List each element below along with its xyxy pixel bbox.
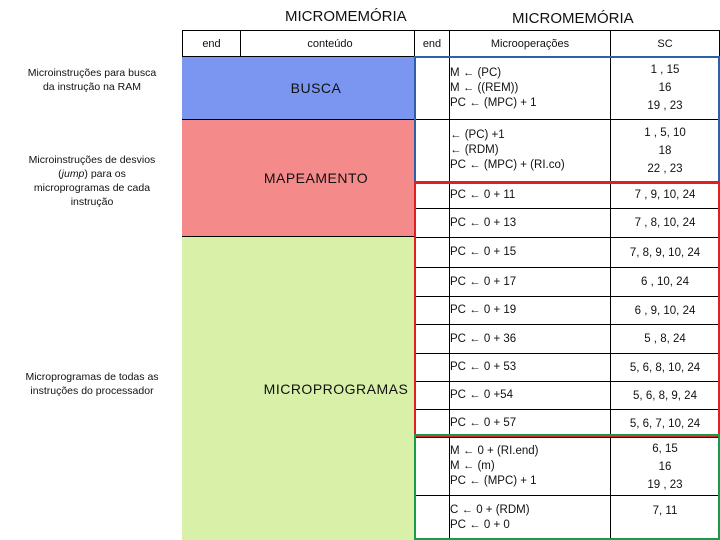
- control-signals-line: 6 , 9, 10, 24: [634, 304, 696, 317]
- end-column-header: end: [415, 31, 449, 56]
- control-signals-line: 5, 6, 7, 10, 24: [629, 417, 701, 430]
- control-signals-cell: [611, 268, 719, 296]
- microoperation-cell: [450, 268, 610, 296]
- control-signals-line: 5 , 8, 24: [644, 333, 686, 345]
- microoperation-line: PC ← (MPC) + (RI.co): [450, 159, 565, 171]
- address-cell: [415, 496, 449, 540]
- control-signals-line: 6 , 10, 24: [641, 276, 689, 288]
- control-signals-line: 1 , 15: [650, 64, 680, 76]
- control-signals-cell: [611, 354, 719, 381]
- description-mapeamento: Microinstruções de desvios (jump) para os microprogramas de cada instrução: [28, 154, 156, 208]
- microoperation-line: M ← ((REM)): [450, 81, 519, 94]
- microoperation-cell: [450, 325, 610, 353]
- region-busca: BUSCA: [182, 57, 420, 119]
- microoperation-line: PC ← 0 + 11: [450, 188, 516, 201]
- microoperation-line: M ← (m): [450, 460, 495, 472]
- region-microprogramas: MICROPROGRAMAS: [182, 237, 420, 540]
- microoperation-line: M ← 0 + (RI.end): [450, 445, 539, 457]
- microoperations-table: [414, 30, 720, 540]
- control-signals-line: 1 , 5, 10: [644, 126, 686, 139]
- microoperation-line: PC ← 0 + 13: [450, 216, 517, 229]
- control-signals-line: 6, 15: [652, 442, 678, 455]
- address-cell: [415, 438, 449, 495]
- microoperation-line: M ← (PC): [450, 66, 502, 79]
- microoperation-cell: [450, 57, 610, 119]
- microoperation-cell: [450, 238, 610, 267]
- address-cell: [415, 57, 449, 119]
- control-signals-line: 22 , 23: [647, 162, 683, 175]
- control-signals-cell: [611, 297, 719, 324]
- description-microprogramas: Microprogramas de todas as instruções do processador: [25, 371, 159, 397]
- control-signals-cell: [611, 410, 719, 437]
- microoperation-cell: [450, 297, 610, 324]
- microoperation-line: PC ← 0 + 17: [450, 275, 517, 288]
- description-busca: Microinstruções para busca da instrução na RAM: [27, 67, 157, 93]
- microoperation-line: PC ← 0 + 19: [450, 304, 517, 316]
- control-signals-cell: [611, 182, 719, 208]
- control-signals-line: 18: [658, 144, 672, 157]
- microoperation-line: PC ← (MPC) + 1: [450, 96, 537, 109]
- microoperation-cell: [450, 182, 610, 208]
- micromemory-left-block: [182, 30, 420, 540]
- microoperation-line: C ← 0 + (RDM): [450, 504, 530, 516]
- control-signals-line: 7 , 8, 10, 24: [634, 217, 696, 229]
- control-signals-line: 5, 6, 8, 9, 24: [633, 389, 697, 402]
- address-cell: [415, 238, 449, 267]
- control-signals-cell: [611, 382, 719, 409]
- microoperation-line: PC ← 0 + 0: [450, 519, 510, 531]
- microoperation-line: ← (RDM): [450, 144, 499, 156]
- address-cell: [415, 325, 449, 353]
- address-cell: [415, 120, 449, 181]
- control-signals-line: 19 , 23: [647, 478, 683, 491]
- right-title: MICROMEMÓRIA: [512, 10, 634, 27]
- address-cell: [415, 182, 449, 208]
- microoperation-cell: [450, 120, 610, 181]
- control-signals-cell: [611, 325, 719, 353]
- microoperation-cell: [450, 382, 610, 409]
- control-signals-line: 16: [658, 82, 672, 94]
- microoperation-line: PC ← 0 + 15: [450, 246, 517, 258]
- control-signals-cell: [611, 238, 719, 267]
- address-cell: [415, 297, 449, 324]
- microoperation-line: PC ← 0 +54: [450, 389, 513, 401]
- control-signals-line: 7, 11: [652, 505, 678, 517]
- microoperation-cell: [450, 496, 610, 540]
- control-signals-cell: [611, 209, 719, 237]
- microoperation-cell: [450, 354, 610, 381]
- left-title: MICROMEMÓRIA: [285, 8, 407, 25]
- address-cell: [415, 268, 449, 296]
- content-header: conteúdo: [241, 31, 419, 56]
- microoperation-line: PC ← 0 + 57: [450, 417, 517, 429]
- microoperation-line: PC ← (MPC) + 1: [450, 475, 537, 487]
- control-signals-cell: [611, 496, 719, 540]
- control-signals-line: 7 , 9, 10, 24: [634, 189, 696, 201]
- control-signals-line: 16: [658, 460, 672, 473]
- ops-column-header: Microoperações: [450, 31, 610, 56]
- address-cell: [415, 354, 449, 381]
- control-signals-line: 5, 6, 8, 10, 24: [629, 361, 701, 374]
- microoperation-line: PC ← 0 + 36: [450, 332, 517, 345]
- control-signals-cell: [611, 438, 719, 495]
- control-signals-line: 7, 8, 9, 10, 24: [629, 246, 701, 259]
- control-signals-cell: [611, 57, 719, 119]
- control-signals-line: 19 , 23: [647, 100, 683, 112]
- address-cell: [415, 410, 449, 437]
- region-mapeamento: MAPEAMENTO: [182, 120, 420, 236]
- microoperation-line: PC ← 0 + 53: [450, 361, 517, 373]
- control-signals-cell: [611, 120, 719, 181]
- address-cell: [415, 382, 449, 409]
- sc-column-header: SC: [611, 31, 719, 56]
- end-header: end: [183, 31, 240, 56]
- microoperation-line: ← (PC) +1: [450, 129, 505, 141]
- microoperation-cell: [450, 410, 610, 437]
- address-cell: [415, 209, 449, 237]
- microoperation-cell: [450, 209, 610, 237]
- microoperation-cell: [450, 438, 610, 495]
